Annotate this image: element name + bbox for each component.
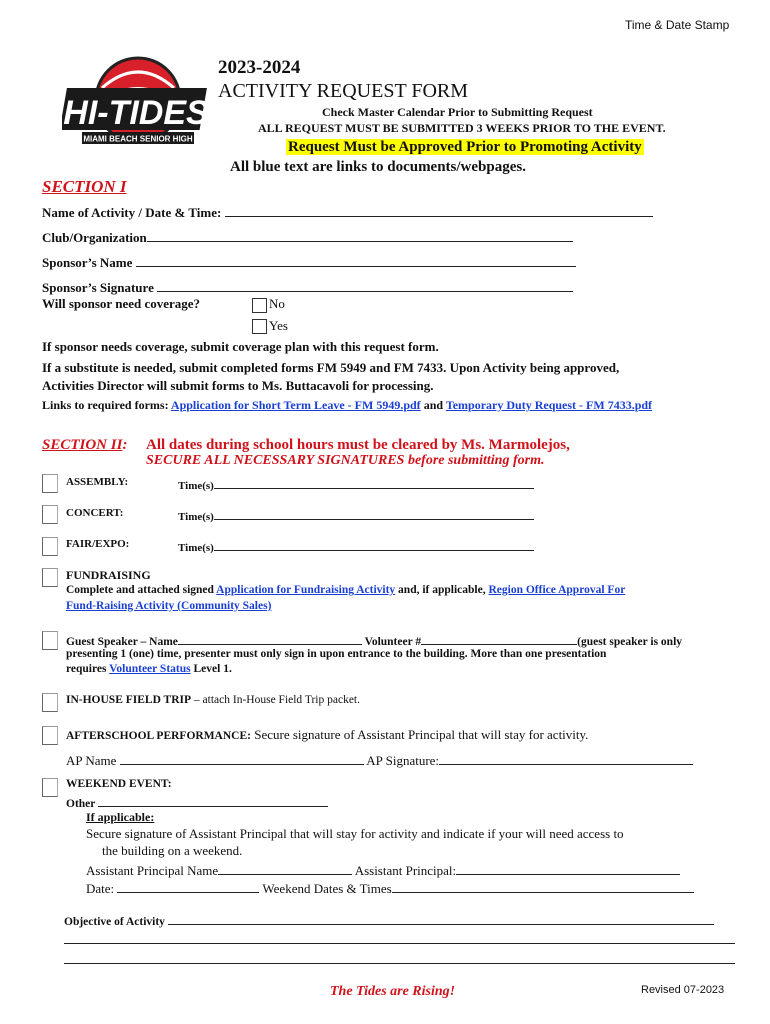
afterschool-performance-text: Secure signature of Assistant Principal that will stay for activity.: [250, 727, 589, 742]
if-applicable-label: If applicable:: [86, 810, 155, 824]
revised-date: Revised 07-2023: [641, 984, 725, 996]
section-1-heading: SECTION I: [42, 177, 127, 196]
weekend-event-checkbox[interactable]: [42, 778, 58, 797]
club-row: [42, 229, 573, 246]
fundraising-checkbox[interactable]: [42, 568, 58, 587]
form-year: 2023-2024: [218, 57, 301, 78]
coverage-yes-label: Yes: [269, 318, 288, 333]
afterschool-performance-checkbox[interactable]: [42, 726, 58, 745]
guest-speaker-name-label: Guest Speaker – Name: [66, 636, 178, 648]
weekend-instructions-1: Secure signature of Assistant Principal that will stay for activity and indicate if your will need access to: [86, 826, 624, 841]
section-2-heading-row: [42, 437, 127, 454]
coverage-question: Will sponsor need coverage?: [42, 296, 201, 311]
weekend-date-row: [86, 880, 694, 897]
coverage-no-checkbox[interactable]: [252, 298, 267, 313]
concert-time-label: Time(s): [178, 511, 214, 523]
assistant-principal-sig-field[interactable]: [456, 862, 680, 875]
links-and: and: [420, 398, 446, 412]
coverage-plan-note: If sponsor needs coverage, submit coverage plan with this request form.: [42, 339, 439, 354]
assistant-principal-name-label: Assistant Principal Name: [86, 863, 219, 878]
section-2-note-1: All dates during school hours must be cleared by Ms. Marmolejos,: [146, 437, 570, 453]
hi-tides-logo-graphic: [62, 48, 210, 160]
assembly-checkbox[interactable]: [42, 474, 58, 493]
approval-highlight: Request Must be Approved Prior to Promoting Activity: [288, 139, 642, 155]
header-note-deadline: ALL REQUEST MUST BE SUBMITTED 3 WEEKS PRIOR TO THE EVENT.: [258, 121, 666, 135]
fair-expo-label: FAIR/EXPO:: [66, 538, 130, 550]
weekend-date-field[interactable]: [117, 880, 259, 893]
fair-expo-time-row: [178, 538, 534, 554]
substitute-note-1: If a substitute is needed, submit completed forms FM 5949 and FM 7433. Upon Activity being approved,: [42, 360, 620, 375]
ap-row: [66, 752, 693, 769]
concert-time-row: [178, 507, 534, 523]
guest-speaker-row: [66, 632, 682, 648]
objective-line-2[interactable]: [64, 943, 735, 944]
in-house-field-trip-row: [66, 694, 360, 706]
guest-speaker-note: (guest speaker is only: [577, 636, 683, 648]
assembly-label: ASSEMBLY:: [66, 476, 129, 488]
section-2-heading: SECTION II: [42, 437, 123, 453]
fundraising-text-1: Complete and attached signed: [66, 584, 217, 596]
guest-speaker-line-2: presenting 1 (one) time, presenter must only sign in upon entrance to the building. More than one presentation: [66, 648, 607, 660]
assistant-principal-row: [86, 862, 680, 879]
coverage-yes-checkbox[interactable]: [252, 319, 267, 334]
weekend-other-field[interactable]: [98, 794, 328, 807]
links-prefix: Links to required forms:: [42, 398, 171, 412]
objective-row: [64, 912, 714, 928]
header-note-calendar: Check Master Calendar Prior to Submitting Request: [322, 105, 593, 119]
objective-line-3[interactable]: [64, 963, 735, 964]
club-label: Club/Organization: [42, 230, 147, 245]
logo-subtext: MIAMI BEACH SENIOR HIGH: [83, 134, 193, 144]
guest-line3-pre: requires: [66, 663, 110, 675]
weekend-dates-times-label: Weekend Dates & Times: [259, 881, 392, 896]
club-field[interactable]: [147, 229, 573, 242]
afterschool-performance-label: AFTERSCHOOL PERFORMANCE:: [66, 730, 251, 742]
weekend-dates-times-field[interactable]: [392, 880, 694, 893]
logo-text: HI-TIDES: [63, 94, 209, 132]
guest-line3-post: Level 1.: [190, 663, 232, 675]
assistant-principal-sig-label: Assistant Principal:: [352, 863, 457, 878]
in-house-field-trip-text: – attach In-House Field Trip packet.: [191, 694, 361, 706]
time-date-stamp: Time & Date Stamp: [625, 18, 730, 32]
name-activity-row: [42, 204, 653, 221]
link-fm-7433[interactable]: Temporary Duty Request - FM 7433.pdf: [445, 398, 653, 412]
required-forms-links: [42, 398, 652, 413]
afterschool-performance-row: [66, 727, 588, 743]
sponsor-signature-field[interactable]: [157, 279, 573, 292]
ap-signature-label: AP Signature:: [363, 753, 440, 768]
assembly-time-row: [178, 476, 534, 492]
fair-expo-time-field[interactable]: [214, 538, 534, 551]
sponsor-name-field[interactable]: [136, 254, 576, 267]
weekend-other-row: [66, 794, 328, 810]
link-region-office-approval[interactable]: Region Office Approval For: [488, 584, 626, 596]
guest-speaker-checkbox[interactable]: [42, 631, 58, 650]
footer-tagline: The Tides are Rising!: [330, 984, 456, 999]
name-activity-label: Name of Activity / Date & Time:: [42, 205, 222, 220]
in-house-field-trip-checkbox[interactable]: [42, 693, 58, 712]
sponsor-signature-label: Sponsor’s Signature: [42, 280, 154, 295]
objective-field[interactable]: [168, 912, 714, 925]
sponsor-signature-row: [42, 279, 573, 296]
form-title: ACTIVITY REQUEST FORM: [218, 80, 469, 102]
concert-label: CONCERT:: [66, 507, 124, 519]
objective-label: Objective of Activity: [64, 916, 168, 928]
concert-time-field[interactable]: [214, 507, 534, 520]
guest-speaker-name-field[interactable]: [178, 632, 362, 645]
school-logo: [62, 48, 210, 160]
guest-speaker-line-3: [66, 663, 232, 675]
weekend-event-label: WEEKEND EVENT:: [66, 778, 172, 790]
fundraising-text-2: and, if applicable,: [395, 584, 489, 596]
coverage-no-label: No: [269, 296, 285, 311]
link-fundraising-application[interactable]: Application for Fundraising Activity: [216, 584, 396, 596]
substitute-note-2: Activities Director will submit forms to Ms. Buttacavoli for processing.: [42, 378, 434, 393]
weekend-date-label: Date:: [86, 881, 118, 896]
link-fm-5949[interactable]: Application for Short Term Leave - FM 5949.pdf: [170, 398, 421, 412]
section-2-note-2: SECURE ALL NECESSARY SIGNATURES before submitting form.: [146, 453, 545, 468]
ap-name-field[interactable]: [120, 752, 364, 765]
assembly-time-label: Time(s): [178, 480, 214, 492]
link-volunteer-status[interactable]: Volunteer Status: [109, 663, 191, 675]
ap-name-label: AP Name: [66, 753, 120, 768]
blue-links-note: All blue text are links to documents/webpages.: [230, 159, 526, 175]
assembly-time-field[interactable]: [214, 476, 534, 489]
volunteer-number-label: Volunteer #: [361, 636, 422, 648]
section-2-colon: :: [122, 437, 128, 453]
fundraising-instructions: [66, 584, 625, 596]
fair-expo-time-label: Time(s): [178, 542, 214, 554]
weekend-other-label: Other: [66, 798, 99, 810]
fair-expo-checkbox[interactable]: [42, 537, 58, 556]
ap-signature-field[interactable]: [439, 752, 693, 765]
volunteer-number-field[interactable]: [421, 632, 577, 645]
sponsor-name-row: [42, 254, 576, 271]
concert-checkbox[interactable]: [42, 505, 58, 524]
weekend-instructions-2: the building on a weekend.: [102, 843, 243, 858]
link-community-sales[interactable]: Fund-Raising Activity (Community Sales): [66, 600, 272, 612]
assistant-principal-name-field[interactable]: [218, 862, 352, 875]
sponsor-name-label: Sponsor’s Name: [42, 255, 133, 270]
fundraising-label: FUNDRAISING: [66, 568, 151, 582]
name-activity-field[interactable]: [225, 204, 653, 217]
in-house-field-trip-label: IN-HOUSE FIELD TRIP: [66, 694, 192, 706]
